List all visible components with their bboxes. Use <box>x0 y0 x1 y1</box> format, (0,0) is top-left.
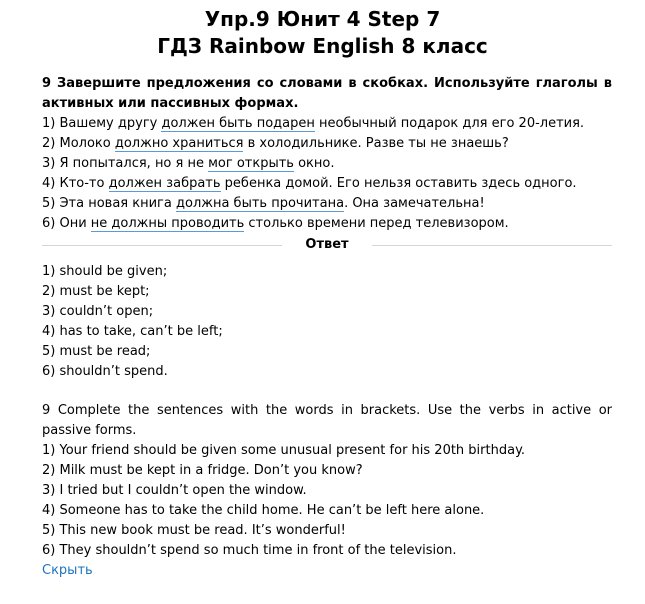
answer-item: 5) must be read; <box>42 344 151 359</box>
russian-task-item <box>42 114 612 134</box>
item-text: 5) Эта новая книга <box>42 196 176 211</box>
item-text: необычный подарок для его 20-летия. <box>314 116 585 131</box>
item-text: ребенка домой. Его нельзя оставить здесь одного. <box>220 176 577 191</box>
underlined-phrase: не должны проводить <box>90 216 245 231</box>
russian-task-list <box>42 114 612 234</box>
russian-task-item <box>42 154 612 174</box>
answer-divider <box>42 235 612 255</box>
english-task-item: 4) Someone has to take the child home. He can’t be left here alone. <box>42 503 485 518</box>
russian-task-heading: 9 Завершите предложения со словами в скобках. Используйте глаголы в активных или пассивных формах. <box>42 76 612 111</box>
english-task-list <box>42 441 612 561</box>
underlined-phrase: должен быть подарен <box>161 116 315 131</box>
item-text: 2) Молоко <box>42 136 115 151</box>
divider-rule <box>42 245 282 246</box>
spacer <box>42 382 612 401</box>
answer-item: 4) has to take, can’t be left; <box>42 324 223 339</box>
russian-task-item <box>42 214 612 234</box>
underlined-phrase: должен забрать <box>108 176 221 191</box>
answer-item: 1) should be given; <box>42 264 168 279</box>
answer-label: Ответ <box>305 237 349 252</box>
item-text: столько времени перед телевизором. <box>244 216 509 231</box>
item-text: 6) Они <box>42 216 91 231</box>
page-title: Упр.9 Юнит 4 Step 7 <box>204 7 441 31</box>
english-task-item: 2) Milk must be kept in a fridge. Don’t you know? <box>42 463 363 478</box>
answer-item: 3) couldn’t open; <box>42 304 154 319</box>
item-text: 4) Кто-то <box>42 176 109 191</box>
answer-item: 6) shouldn’t spend. <box>42 364 168 379</box>
english-task-item: 5) This new book must be read. It’s wonderful! <box>42 523 346 538</box>
hide-link[interactable]: Скрыть <box>42 563 93 578</box>
item-text: в холодильнике. Разве ты не знаешь? <box>243 136 509 151</box>
divider-rule <box>372 245 612 246</box>
item-text: 3) Я попытался, но я не <box>42 156 209 171</box>
russian-task-item <box>42 194 612 214</box>
english-task-item: 6) They shouldn’t spend so much time in front of the television. <box>42 543 457 558</box>
answer-list <box>42 262 612 382</box>
item-text: 1) Вашему другу <box>42 116 162 131</box>
russian-task-item <box>42 134 612 154</box>
content <box>42 74 612 581</box>
english-task-item: 1) Your friend should be given some unusual present for his 20th birthday. <box>42 443 526 458</box>
item-text: окно. <box>293 156 335 171</box>
russian-task-item <box>42 174 612 194</box>
answer-item: 2) must be kept; <box>42 284 150 299</box>
underlined-phrase: должна быть прочитана <box>176 196 345 211</box>
item-text: . Она замечательна! <box>344 196 485 211</box>
english-task-item: 3) I tried but I couldn’t open the window. <box>42 483 307 498</box>
english-task-heading: 9 Complete the sentences with the words in brackets. Use the verbs in active or passive forms. <box>42 403 612 438</box>
underlined-phrase: должно храниться <box>114 136 244 151</box>
page-subtitle: ГДЗ Rainbow English 8 класс <box>157 34 488 58</box>
underlined-phrase: мог открыть <box>208 156 294 171</box>
